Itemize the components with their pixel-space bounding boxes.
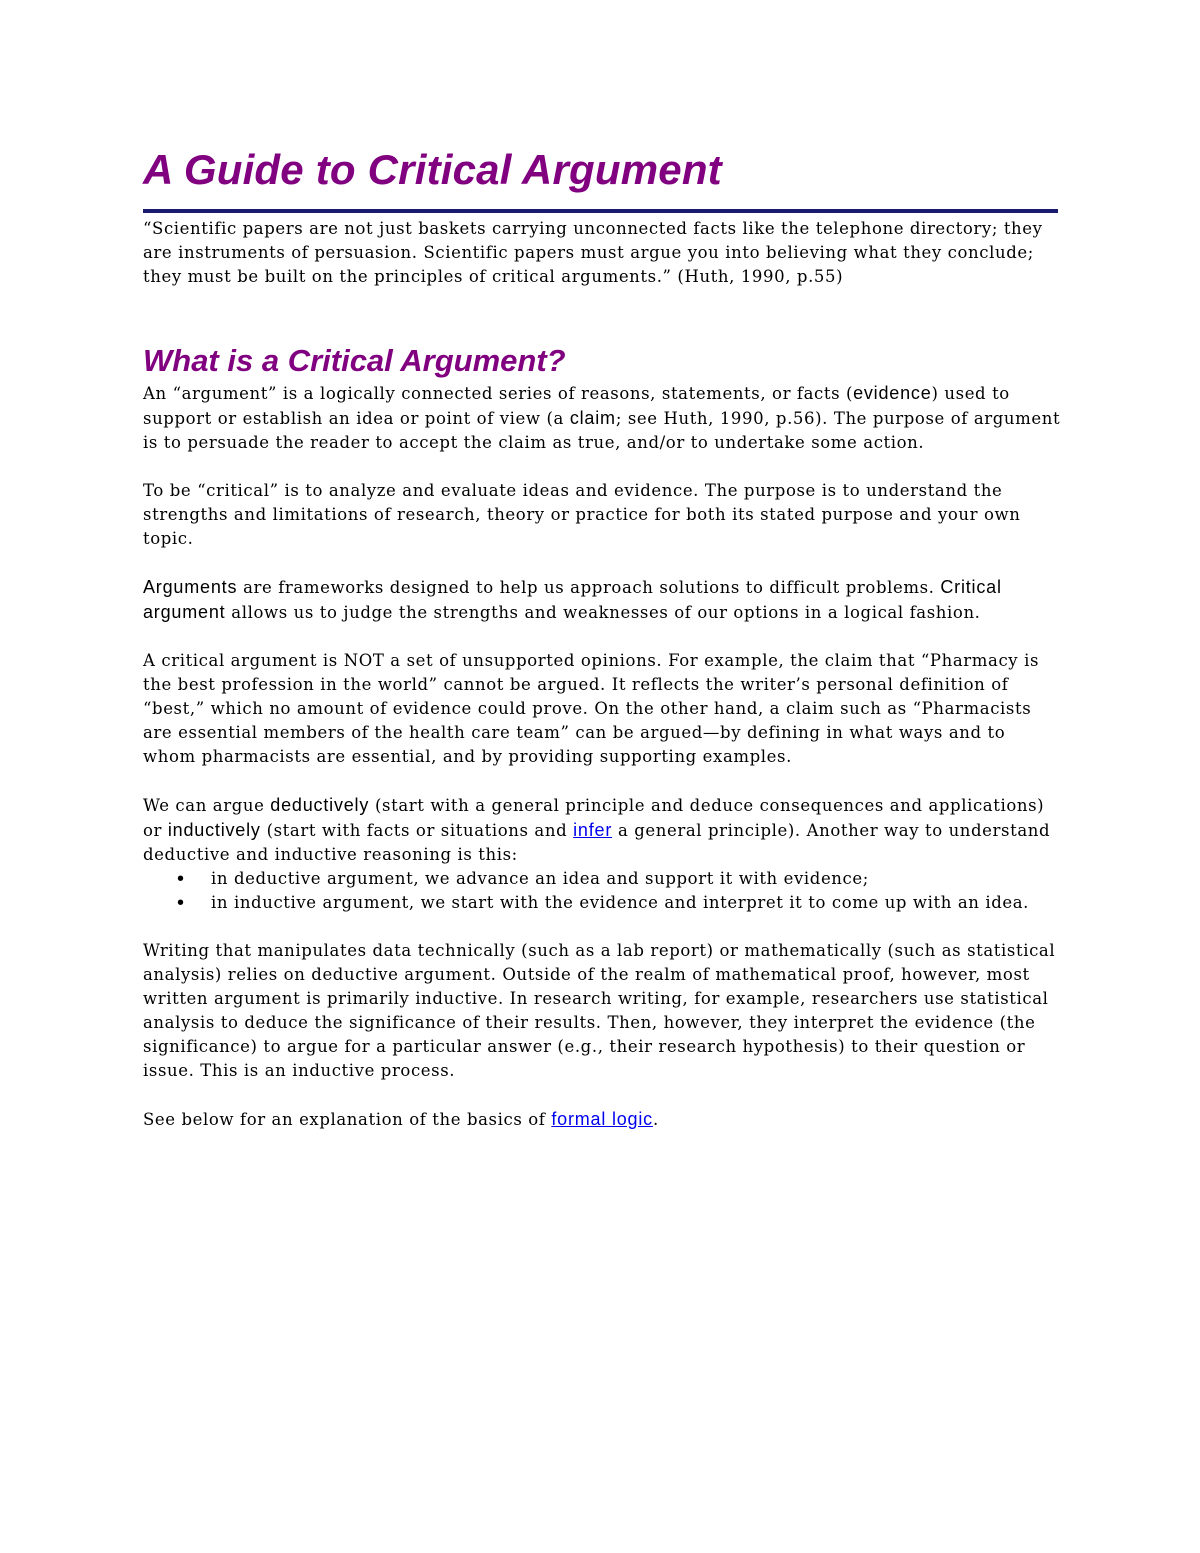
paragraph-arguments-frameworks — [143, 575, 1061, 625]
paragraph-research-writing: Writing that manipulates data technically (such as a lab report) or mathematically (such as statistical analysis) relies on deductive argument. Outside of the realm of mathematical proof, however, most written argument is primarily inductive. In research writing, for example, researchers use statistical analysis to deduce the significance of their results. Then, however, they interpret the evidence (the significance) to argue for a particular answer (e.g., their research hypothesis) to their question or issue. This is an inductive process. — [143, 941, 1056, 1080]
opening-quote: “Scientific papers are not just baskets carrying unconnected facts like the telephone directory; they are instruments of persuasion. Scientific papers must argue you into believing what they conclude; they must be built on the principles of critical arguments.” (Huth, 1990, p.55) — [143, 219, 1043, 286]
text-run: (start with a general principle and deduce consequences and applications) or — [143, 796, 1045, 840]
section-heading: What is a Critical Argument? — [143, 343, 566, 378]
paragraph-deductive-inductive — [143, 793, 1061, 867]
paragraph-critical-definition: To be “critical” is to analyze and evaluate ideas and evidence. The purpose is to understand the strengths and limitations of research, theory or practice for both its stated purpose and your own topic. — [143, 481, 1021, 548]
list-item: • in inductive argument, we start with the evidence and interpret it to come up with an idea. — [211, 891, 1061, 915]
text-run: ) used to support or establish an idea or point of view (a — [143, 384, 1010, 428]
paragraph-see-below — [143, 1107, 1061, 1132]
text-run: An “argument” is a logically connected series of reasons, statements, or facts ( — [143, 384, 854, 403]
link-formal-logic[interactable]: formal logic — [551, 1109, 653, 1129]
term-arguments: Arguments — [143, 577, 238, 597]
document-page — [143, 140, 1061, 1132]
paragraph-not-opinions: A critical argument is NOT a set of unsupported opinions. For example, the claim that “Pharmacy is the best profession in the world” cannot be argued. It reflects the writer’s personal definition of “best,” which no amount of evidence could prove. On the other hand, a claim such as “Pharmacists are essential members of the health care team” can be argued—by defining in what ways and to whom pharmacists are essential, and by providing supporting examples. — [143, 651, 1040, 766]
text-run: . — [652, 1110, 659, 1129]
list-item: • in deductive argument, we advance an idea and support it with evidence; — [211, 867, 1061, 891]
term-evidence: evidence — [853, 383, 932, 403]
term-inductively: inductively — [167, 820, 261, 840]
title-divider — [143, 209, 1058, 213]
term-claim: claim — [569, 408, 616, 428]
text-run: We can argue — [143, 796, 271, 815]
text-run: a general principle). Another way to understand deductive and inductive reasoning is this: — [143, 821, 1051, 864]
paragraph-argument-definition — [143, 381, 1061, 455]
text-run: allows us to judge the strengths and weaknesses of our options in a logical fashion. — [225, 603, 981, 622]
page-title: A Guide to Critical Argument — [143, 146, 722, 193]
text-run: See below for an explanation of the basics of — [143, 1110, 552, 1129]
text-run: ; see Huth, 1990, p.56). The purpose of argument is to persuade the reader to accept the claim as true, and/or to undertake some action. — [143, 409, 1061, 452]
text-run: (start with facts or situations and — [260, 821, 574, 840]
text-run: are frameworks designed to help us approach solutions to difficult problems. — [237, 578, 941, 597]
term-critical-argument: Critical argument — [143, 577, 1002, 622]
link-infer[interactable]: infer — [573, 820, 613, 840]
reasoning-bullet-list — [143, 867, 1061, 915]
term-deductively: deductively — [270, 795, 370, 815]
